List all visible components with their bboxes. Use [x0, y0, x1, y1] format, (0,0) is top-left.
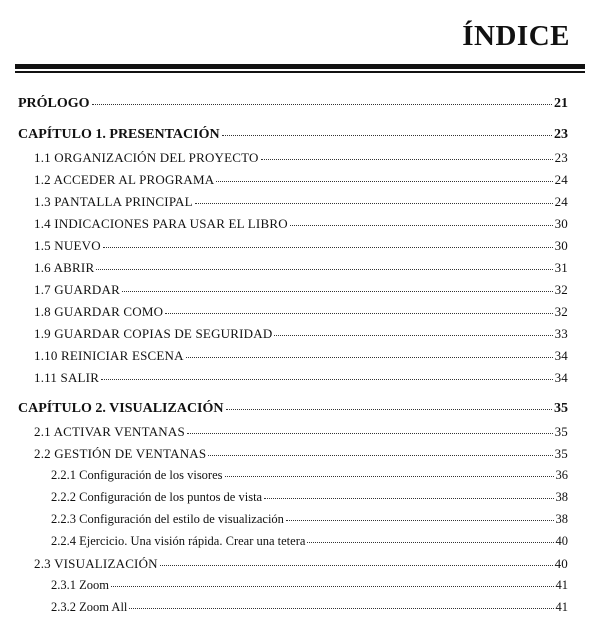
toc-entry-label: 1.8 GUARDAR COMO — [34, 304, 164, 319]
toc-entry-label: 1.5 NUEVO — [34, 238, 101, 253]
dot-leader — [226, 409, 552, 410]
toc-entry-label: 1.9 GUARDAR COPIAS DE SEGURIDAD — [34, 326, 273, 341]
toc-entry-label: PRÓLOGO — [18, 96, 90, 111]
toc-entry-1-4[interactable] — [34, 217, 568, 230]
toc-entry-1-9[interactable] — [34, 327, 568, 340]
toc-entry-1-11[interactable] — [34, 371, 568, 384]
toc-entry-page: 32 — [554, 282, 568, 297]
dot-leader — [290, 225, 553, 226]
toc-entry-2-2-1[interactable] — [51, 469, 568, 482]
dot-leader — [195, 203, 553, 204]
toc-entry-page: 30 — [554, 238, 568, 253]
toc-entry-label: CAPÍTULO 2. VISUALIZACIÓN — [18, 401, 224, 416]
toc-entry-1-8[interactable] — [34, 305, 568, 318]
dot-leader — [101, 379, 553, 380]
toc-entry-page: 21 — [554, 96, 568, 111]
dot-leader — [96, 269, 552, 270]
toc-entry-label: CAPÍTULO 1. PRESENTACIÓN — [18, 127, 220, 142]
toc-entry-page: 31 — [554, 260, 568, 275]
toc-entry-page: 34 — [554, 370, 568, 385]
dot-leader — [187, 433, 553, 434]
dot-leader — [165, 313, 552, 314]
page-title: ÍNDICE — [462, 20, 570, 52]
toc-entry-page: 41 — [555, 600, 568, 614]
dot-leader — [264, 498, 553, 499]
toc-entry-label: 2.2.4 Ejercicio. Una visión rápida. Crear una tetera — [51, 534, 306, 548]
dot-leader — [208, 455, 552, 456]
toc-entry-page: 24 — [554, 194, 568, 209]
toc-entry-label: 1.4 INDICACIONES PARA USAR EL LIBRO — [34, 216, 288, 231]
toc-entry-page: 40 — [555, 534, 568, 548]
toc-entry-label: 2.2.3 Configuración del estilo de visualización — [51, 512, 284, 526]
dot-leader — [92, 104, 552, 105]
dot-leader — [225, 476, 554, 477]
toc-entry-capitulo-1[interactable] — [18, 128, 568, 142]
toc-entry-2-2-4[interactable] — [51, 535, 568, 548]
dot-leader — [307, 542, 553, 543]
toc-entry-prologo[interactable] — [18, 97, 568, 111]
toc-entry-page: 36 — [555, 468, 568, 482]
toc-entry-page: 38 — [555, 490, 568, 504]
dot-leader — [129, 608, 553, 609]
dot-leader — [261, 159, 553, 160]
toc-entry-2-2[interactable] — [34, 447, 568, 460]
toc-entry-capitulo-2[interactable] — [18, 402, 568, 416]
toc-entry-page: 24 — [554, 172, 568, 187]
toc-entry-page: 33 — [554, 326, 568, 341]
toc-entry-label: 2.3.2 Zoom All — [51, 600, 128, 614]
toc-entry-1-5[interactable] — [34, 239, 568, 252]
toc-entry-label: 1.2 ACCEDER AL PROGRAMA — [34, 172, 215, 187]
toc-entry-label: 2.3.1 Zoom — [51, 578, 109, 592]
toc-entry-label: 2.2.1 Configuración de los visores — [51, 468, 223, 482]
toc-entry-1-6[interactable] — [34, 261, 568, 274]
toc-entry-2-2-2[interactable] — [51, 491, 568, 504]
dot-leader — [274, 335, 552, 336]
toc-entry-2-3[interactable] — [34, 557, 568, 570]
toc-entry-label: 2.2 GESTIÓN DE VENTANAS — [34, 446, 207, 461]
toc-entry-page: 30 — [554, 216, 568, 231]
toc-entry-page: 41 — [555, 578, 568, 592]
toc-entry-page: 35 — [554, 424, 568, 439]
toc-entry-label: 1.10 REINICIAR ESCENA — [34, 348, 184, 363]
toc-entry-page: 32 — [554, 304, 568, 319]
dot-leader — [216, 181, 552, 182]
toc-entry-label: 1.6 ABRIR — [34, 260, 95, 275]
toc-entry-2-1[interactable] — [34, 425, 568, 438]
toc-entry-1-10[interactable] — [34, 349, 568, 362]
toc-entry-1-7[interactable] — [34, 283, 568, 296]
dot-leader — [186, 357, 553, 358]
toc-entry-page: 34 — [554, 348, 568, 363]
toc-entry-page: 40 — [554, 556, 568, 571]
toc-entry-page: 23 — [554, 127, 568, 142]
toc-entry-page: 35 — [554, 401, 568, 416]
toc-entry-label: 1.7 GUARDAR — [34, 282, 120, 297]
toc-entry-2-2-3[interactable] — [51, 513, 568, 526]
dot-leader — [103, 247, 553, 248]
toc-entry-label: 2.3 VISUALIZACIÓN — [34, 556, 158, 571]
toc-entry-label: 1.11 SALIR — [34, 370, 100, 385]
dot-leader — [160, 565, 553, 566]
toc-entry-page: 35 — [554, 446, 568, 461]
toc-entry-2-3-2[interactable] — [51, 601, 568, 614]
toc-entry-page: 23 — [554, 150, 568, 165]
toc-entry-label: 2.1 ACTIVAR VENTANAS — [34, 424, 185, 439]
toc-entry-1-1[interactable] — [34, 151, 568, 164]
toc-entry-label: 2.2.2 Configuración de los puntos de vista — [51, 490, 263, 504]
dot-leader — [122, 291, 553, 292]
toc-entry-label: 1.3 PANTALLA PRINCIPAL — [34, 194, 193, 209]
toc-entry-page: 38 — [555, 512, 568, 526]
dot-leader — [222, 135, 552, 136]
toc-entry-2-3-1[interactable] — [51, 579, 568, 592]
toc-entry-1-3[interactable] — [34, 195, 568, 208]
dot-leader — [286, 520, 554, 521]
dot-leader — [111, 586, 554, 587]
toc-entry-1-2[interactable] — [34, 173, 568, 186]
toc-entry-label: 1.1 ORGANIZACIÓN DEL PROYECTO — [34, 150, 259, 165]
